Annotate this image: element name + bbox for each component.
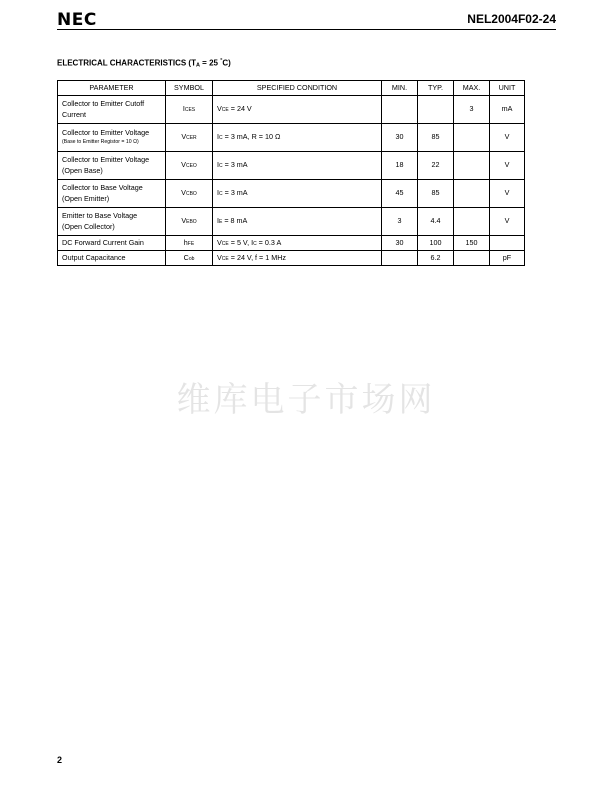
column-header-max: MAX. [454, 81, 490, 96]
typ-cell: 100 [418, 236, 454, 251]
typ-cell: 85 [418, 180, 454, 208]
max-cell: 150 [454, 236, 490, 251]
document-number: NEL2004F02-24 [467, 12, 556, 26]
typ-cell: 4.4 [418, 208, 454, 236]
min-cell: 18 [382, 152, 418, 180]
column-header-min: MIN. [382, 81, 418, 96]
typ-cell: 6.2 [418, 251, 454, 266]
column-header-unit: UNIT [490, 81, 525, 96]
min-cell: 3 [382, 208, 418, 236]
table-row [58, 180, 525, 208]
symbol-cell: VEBO [166, 208, 213, 236]
max-cell [454, 208, 490, 236]
symbol-cell: VCEO [166, 152, 213, 180]
min-cell: 30 [382, 236, 418, 251]
parameter-cell: Collector to Emitter Voltage (Base to Emitter Registor = 10 Ω) [58, 124, 166, 152]
column-header-condition: SPECIFIED CONDITION [213, 81, 382, 96]
table-row [58, 208, 525, 236]
symbol-cell: ICES [166, 96, 213, 124]
table-row [58, 96, 525, 124]
page-number: 2 [57, 755, 63, 765]
parameter-cell: Emitter to Base Voltage (Open Collector) [58, 208, 166, 236]
min-cell: 45 [382, 180, 418, 208]
parameter-cell: Output Capacitance [58, 251, 166, 266]
condition-cell: IE = 8 mA [213, 208, 382, 236]
condition-cell: VCE = 24 V [213, 96, 382, 124]
watermark: 维库电子市场网 [176, 380, 436, 420]
unit-cell: V [490, 208, 525, 236]
condition-cell: VCE = 24 V, f = 1 MHz [213, 251, 382, 266]
min-cell: 30 [382, 124, 418, 152]
parameter-cell: DC Forward Current Gain [58, 236, 166, 251]
parameter-cell: Collector to Emitter Voltage (Open Base) [58, 152, 166, 180]
table-row [58, 152, 525, 180]
symbol-cell: hFE [166, 236, 213, 251]
symbol-cell: Cob [166, 251, 213, 266]
condition-cell: IC = 3 mA [213, 152, 382, 180]
table-row [58, 124, 525, 152]
column-header-typ: TYP. [418, 81, 454, 96]
condition-cell: VCE = 5 V, IC = 0.3 A [213, 236, 382, 251]
condition-cell: IC = 3 mA, R = 10 Ω [213, 124, 382, 152]
column-header-symbol: SYMBOL [166, 81, 213, 96]
unit-cell: V [490, 124, 525, 152]
parameter-cell: Collector to Base Voltage (Open Emitter) [58, 180, 166, 208]
max-cell [454, 124, 490, 152]
symbol-cell: VCER [166, 124, 213, 152]
table-row [58, 251, 525, 266]
max-cell [454, 251, 490, 266]
typ-cell [418, 96, 454, 124]
condition-cell: IC = 3 mA [213, 180, 382, 208]
min-cell [382, 251, 418, 266]
symbol-cell: VCBO [166, 180, 213, 208]
unit-cell: V [490, 180, 525, 208]
max-cell [454, 180, 490, 208]
unit-cell [490, 236, 525, 251]
nec-logo: NEC [57, 10, 97, 30]
header-rule [57, 29, 556, 30]
max-cell [454, 152, 490, 180]
min-cell [382, 96, 418, 124]
table-row [58, 236, 525, 251]
electrical-characteristics-table [57, 80, 525, 266]
typ-cell: 85 [418, 124, 454, 152]
unit-cell: mA [490, 96, 525, 124]
typ-cell: 22 [418, 152, 454, 180]
section-title: ELECTRICAL CHARACTERISTICS ($T_A = 25$ °C) [57, 58, 231, 69]
unit-cell: pF [490, 251, 525, 266]
unit-cell: V [490, 152, 525, 180]
column-header-parameter: PARAMETER [58, 81, 166, 96]
parameter-cell: Collector to Emitter Cutoff Current [58, 96, 166, 124]
table-header-row [58, 81, 525, 96]
max-cell: 3 [454, 96, 490, 124]
